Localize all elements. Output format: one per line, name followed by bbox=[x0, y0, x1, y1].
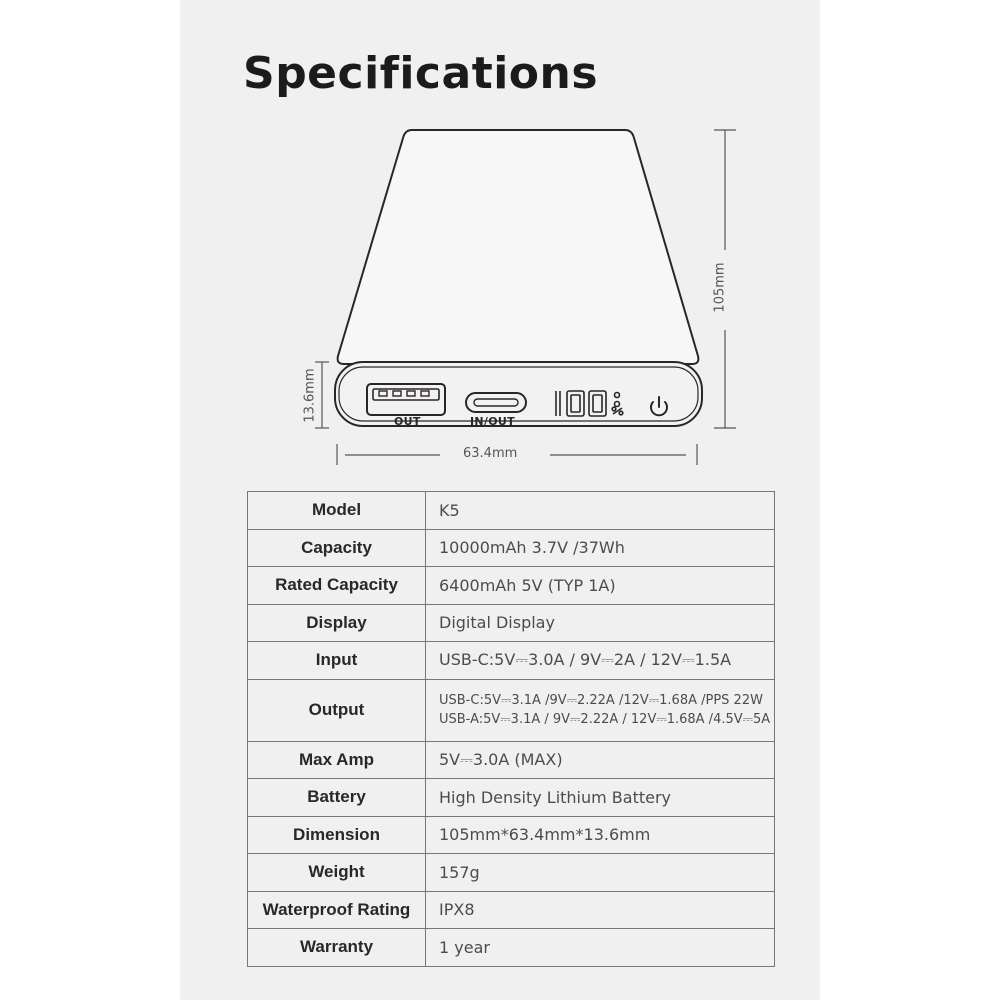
spec-value: High Density Lithium Battery bbox=[426, 779, 775, 817]
table-row bbox=[248, 604, 775, 642]
spec-label: Display bbox=[248, 604, 426, 642]
table-row bbox=[248, 529, 775, 567]
usb-a-port-label: OUT bbox=[394, 415, 421, 428]
spec-label: Dimension bbox=[248, 816, 426, 854]
spec-label: Input bbox=[248, 642, 426, 680]
device-top-face bbox=[338, 130, 699, 364]
spec-value: 157g bbox=[426, 854, 775, 892]
spec-label: Warranty bbox=[248, 929, 426, 967]
page-title: Specifications bbox=[243, 48, 599, 99]
table-row bbox=[248, 779, 775, 817]
spec-label: Capacity bbox=[248, 529, 426, 567]
table-row bbox=[248, 679, 775, 741]
spec-value: IPX8 bbox=[426, 891, 775, 929]
spec-label: Model bbox=[248, 492, 426, 530]
spec-label: Rated Capacity bbox=[248, 567, 426, 605]
spec-label: Battery bbox=[248, 779, 426, 817]
spec-label: Output bbox=[248, 679, 426, 741]
table-row bbox=[248, 567, 775, 605]
spec-value: K5 bbox=[426, 492, 775, 530]
spec-value: 1 year bbox=[426, 929, 775, 967]
table-row bbox=[248, 891, 775, 929]
spec-label: Weight bbox=[248, 854, 426, 892]
spec-label: Max Amp bbox=[248, 741, 426, 779]
spec-table bbox=[247, 491, 775, 967]
table-row bbox=[248, 816, 775, 854]
thickness-dimension-label: 13.6mm bbox=[302, 368, 318, 423]
spec-value: 105mm*63.4mm*13.6mm bbox=[426, 816, 775, 854]
table-row bbox=[248, 929, 775, 967]
spec-label: Waterproof Rating bbox=[248, 891, 426, 929]
spec-value: 10000mAh 3.7V /37Wh bbox=[426, 529, 775, 567]
spec-value: Digital Display bbox=[426, 604, 775, 642]
table-row bbox=[248, 642, 775, 680]
table-row bbox=[248, 741, 775, 779]
table-row bbox=[248, 492, 775, 530]
spec-value: 6400mAh 5V (TYP 1A) bbox=[426, 567, 775, 605]
spec-value: USB-C:5V⎓3.1A /9V⎓2.22A /12V⎓1.68A /PPS 22W USB-A:5V⎓3.1A / 9V⎓2.22A / 12V⎓1.68A /4.5V⎓5A bbox=[426, 679, 775, 741]
table-row bbox=[248, 854, 775, 892]
length-dimension-label: 105mm bbox=[712, 262, 728, 313]
usb-c-port-label: IN/OUT bbox=[470, 415, 515, 428]
width-dimension-label: 63.4mm bbox=[463, 446, 518, 461]
spec-value: 5V⎓3.0A (MAX) bbox=[426, 741, 775, 779]
spec-value: USB-C:5V⎓3.0A / 9V⎓2A / 12V⎓1.5A bbox=[426, 642, 775, 680]
